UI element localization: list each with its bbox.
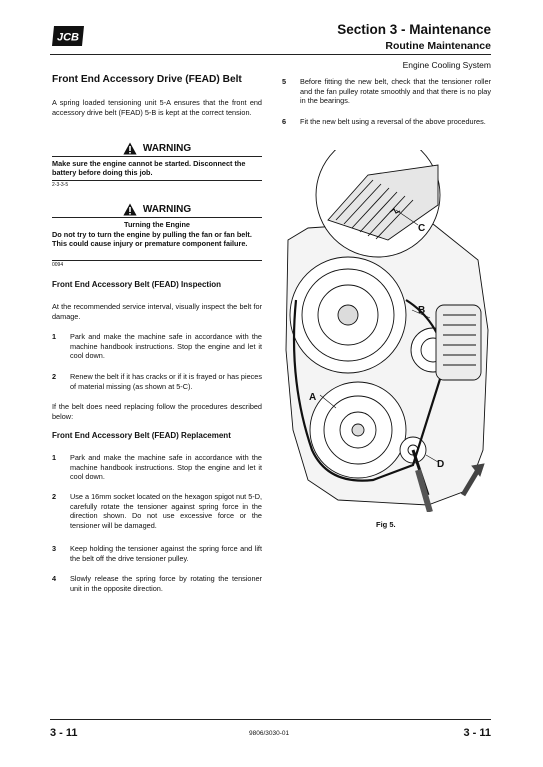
step-5-number: 5	[282, 77, 287, 86]
warning-2-label: WARNING	[142, 203, 192, 215]
warning-2-rule-top	[52, 217, 262, 218]
page-number-right: 3 - 11	[463, 727, 491, 739]
warning-triangle-icon	[123, 203, 137, 216]
figure-label-c: C	[418, 223, 426, 234]
step-6-text: Fit the new belt using a reversal of the above procedures.	[300, 117, 486, 126]
step-6-number: 6	[282, 117, 287, 126]
inspection-step-2-text: Renew the belt if it has cracks or if it is frayed or has pieces of material missing (as shown at 5-C).	[70, 372, 262, 391]
document-number: 9806/3030-01	[249, 730, 290, 737]
figure-label-a: A	[309, 392, 317, 403]
replacement-title: Front End Accessory Belt (FEAD) Replacement	[52, 431, 231, 440]
inspection-intro: At the recommended service interval, visually inspect the belt for damage.	[52, 302, 262, 321]
intro-title: Front End Accessory Drive (FEAD) Belt	[52, 74, 242, 85]
figure-caption: Fig 5.	[376, 520, 396, 529]
page-number-left: 3 - 11	[50, 727, 78, 739]
warning-1-rule-top	[52, 156, 262, 157]
warning-2-header	[52, 202, 262, 216]
engine-belt-drive-illustration	[278, 150, 494, 512]
figure-label-d: D	[437, 459, 445, 470]
replacement-step-3-number: 3	[52, 544, 57, 553]
replacement-step-2-text: Use a 16mm socket located on the hexagon spigot nut 5-D, carefully rotate the tensioner against spring force in the direction shown. Do not use excessive force or the tensioner will be damaged.	[70, 492, 262, 530]
warning-2-rule-bottom	[52, 260, 262, 261]
inspection-step-1-text: Park and make the machine safe in accordance with the machine handbook instructions. Stop the engine and let it cool down.	[70, 332, 262, 361]
inspection-step-2-number: 2	[52, 372, 57, 381]
figure-label-b: B	[418, 305, 426, 316]
replacement-step-4-text: Slowly release the spring force by rotating the tensioner unit in the opposite direction.	[70, 574, 262, 593]
warning-2-text: Do not try to turn the engine by pulling the fan or fan belt. This could cause injury or premature component failure.	[52, 230, 252, 249]
step-5-text: Before fitting the new belt, check that the tensioner roller and the fan pulley rotate smoothly and that there is no play in the bearings.	[300, 77, 491, 106]
header-rule	[50, 54, 491, 55]
intro-text: A spring loaded tensioning unit 5-A ensures that the front end accessory drive belt (FEAD) 5-B is kept at the correct tension.	[52, 98, 262, 117]
replacement-step-3-text: Keep holding the tensioner against the spring force and lift the belt off the drive tensioner pulley.	[70, 544, 262, 563]
warning-triangle-icon	[123, 142, 137, 155]
replacement-step-2-number: 2	[52, 492, 57, 501]
warning-1-label: WARNING	[142, 142, 192, 154]
warning-2-subtitle: Turning the Engine	[124, 220, 190, 229]
logo-text: JCB	[56, 31, 80, 44]
footer-rule	[50, 719, 491, 720]
warning-2-code: 0094	[52, 262, 64, 268]
inspection-outro: If the belt does need replacing follow the procedures described below:	[52, 402, 262, 421]
subsystem-title: Engine Cooling System	[402, 60, 491, 70]
replacement-step-1-number: 1	[52, 453, 57, 462]
warning-1-rule-bottom	[52, 180, 262, 181]
warning-1-code: 2-3-3-5	[52, 182, 69, 188]
inspection-step-1-number: 1	[52, 332, 57, 341]
warning-1-text: Make sure the engine cannot be started. Disconnect the battery before doing this job.	[52, 159, 246, 178]
replacement-step-1-text: Park and make the machine safe in accordance with the machine handbook instructions. Stop the engine and let it cool down.	[70, 453, 262, 482]
section-title: Section 3 - Maintenance	[337, 22, 491, 37]
section-subtitle: Routine Maintenance	[385, 40, 491, 52]
jcb-logo	[50, 24, 86, 48]
replacement-step-4-number: 4	[52, 574, 57, 583]
inspection-title: Front End Accessory Belt (FEAD) Inspection	[52, 280, 222, 289]
warning-1-header	[52, 141, 262, 155]
